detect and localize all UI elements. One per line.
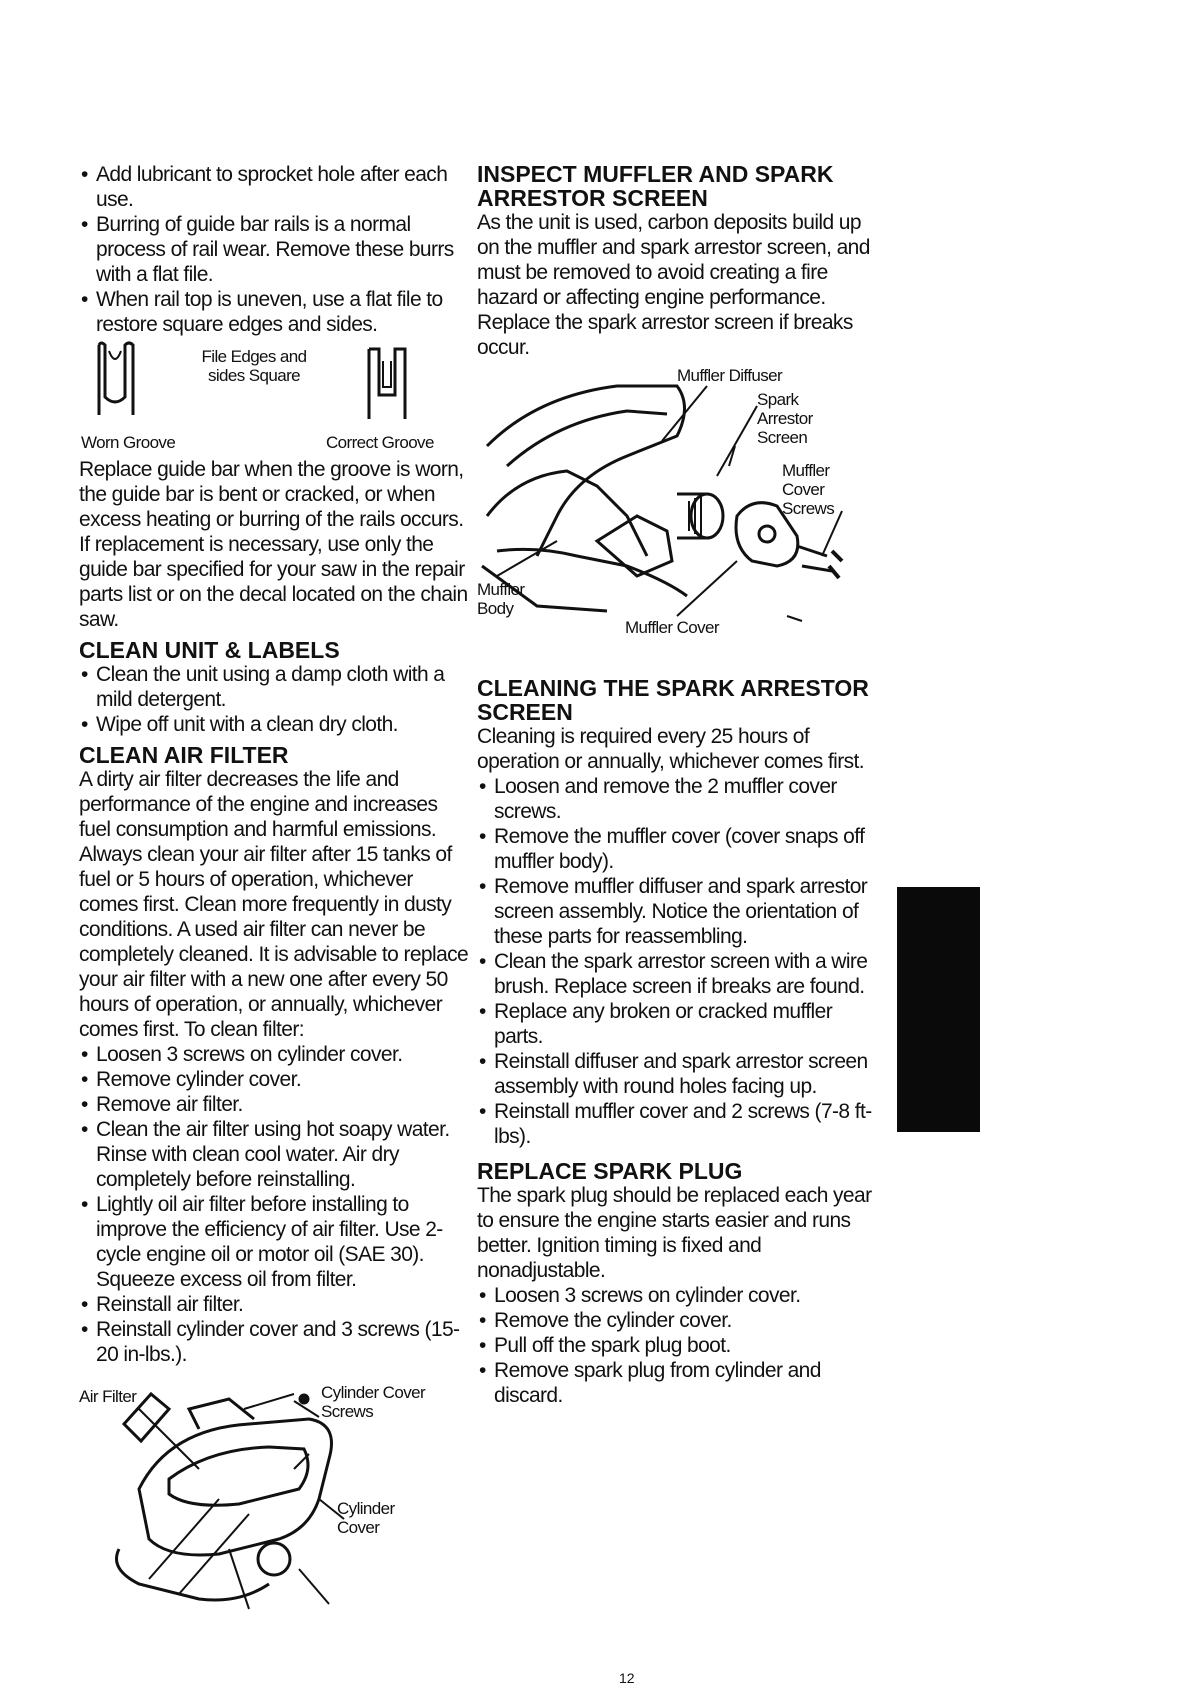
list-item: • Loosen 3 screws on cylinder cover. — [477, 1283, 877, 1308]
cleaning-spark-heading: CLEANING THE SPARK ARRESTOR SCREEN — [477, 675, 869, 725]
list-item: • Loosen and remove the 2 muffler cover screws. — [477, 774, 877, 824]
list-item: • Clean the unit using a damp cloth with a mild detergent. — [79, 662, 474, 712]
correct-groove-caption: Correct Groove — [326, 433, 434, 452]
list-item: • Lightly oil air filter before installing to improve the efficiency of air filter. Use 2-cycle engine oil or motor oil (SAE 30). Squeeze excess oil from filter. — [79, 1192, 474, 1292]
list-item: • Reinstall air filter. — [79, 1292, 474, 1317]
section-tab — [897, 887, 980, 1132]
page-number: 12 — [619, 1670, 635, 1686]
list-item: • Remove air filter. — [79, 1092, 474, 1117]
spark-arrestor-screen-label: Spark Arrestor Screen — [757, 390, 813, 447]
replace-spark-plug-heading: REPLACE SPARK PLUG — [477, 1158, 743, 1184]
muffler-figure — [477, 366, 877, 666]
list-item: • Clean the air filter using hot soapy water. Rinse with clean cool water. Air dry completely before reinstalling. — [79, 1117, 474, 1192]
list-item: • Loosen 3 screws on cylinder cover. — [79, 1042, 474, 1067]
replace-screen-paragraph: Replace the spark arrestor screen if breaks occur. — [477, 311, 853, 359]
clean-unit-heading: CLEAN UNIT & LABELS — [79, 637, 340, 663]
guide-bar-paragraph: Replace guide bar when the groove is worn, the guide bar is bent or cracked, or when excess heating or burring of the rails occurs. If replacement is necessary, use only the guide bar specified for your saw in the repair parts list or on the decal located on the chain saw. — [79, 458, 468, 631]
list-item: • Remove the cylinder cover. — [477, 1308, 877, 1333]
list-item: • Reinstall muffler cover and 2 screws (7-8 ft-lbs). — [477, 1099, 877, 1149]
worn-groove-caption: Worn Groove — [81, 433, 176, 452]
cylinder-cover-screws-label: Cylinder Cover Screws — [321, 1383, 426, 1421]
list-item: • Remove spark plug from cylinder and discard. — [477, 1358, 877, 1408]
list-item: • Wipe off unit with a clean dry cloth. — [79, 712, 474, 737]
muffler-cover-label: Muffler Cover — [625, 618, 719, 637]
spark-plug-paragraph: The spark plug should be replaced each year to ensure the engine starts easier and runs better. Ignition timing is fixed and nonadjustable. — [477, 1184, 872, 1282]
muffler-body-label: Muffler Body — [477, 580, 525, 618]
spark-plug-bullets — [477, 1283, 877, 1408]
clean-unit-bullets — [79, 662, 474, 737]
muffler-diffuser-label: Muffler Diffuser — [677, 366, 783, 385]
muffler-cover-screws-label: Muffler Cover Screws — [782, 461, 835, 518]
right-column — [477, 162, 877, 1408]
intro-bullets — [79, 162, 474, 337]
air-filter-figure — [79, 1369, 474, 1614]
left-column — [79, 162, 474, 1614]
file-edges-label: File Edges and sides Square — [201, 347, 307, 385]
cleaning-spark-paragraph: Cleaning is required every 25 hours of operation or annually, whichever comes first. — [477, 725, 864, 773]
list-item: • Burring of guide bar rails is a normal process of rail wear. Remove these burrs with a flat file. — [79, 212, 474, 287]
list-item: • Reinstall cylinder cover and 3 screws (15-20 in-lbs.). — [79, 1317, 474, 1367]
list-item: • Remove muffler diffuser and spark arrestor screen assembly. Notice the orientation of these parts for reassembling. — [477, 874, 877, 949]
list-item: • Remove the muffler cover (cover snaps off muffler body). — [477, 824, 877, 874]
list-item: • Remove cylinder cover. — [79, 1067, 474, 1092]
list-item: • When rail top is uneven, use a flat file to restore square edges and sides. — [79, 287, 474, 337]
list-item: • Pull off the spark plug boot. — [477, 1333, 877, 1358]
list-item: • Replace any broken or cracked muffler parts. — [477, 999, 877, 1049]
groove-figure — [79, 337, 474, 457]
air-filter-label: Air Filter — [79, 1387, 137, 1406]
cleaning-spark-bullets — [477, 774, 877, 1149]
list-item: • Clean the spark arrestor screen with a wire brush. Replace screen if breaks are found. — [477, 949, 877, 999]
inspect-muffler-heading: INSPECT MUFFLER AND SPARK ARRESTOR SCREEN — [477, 161, 834, 211]
inspect-muffler-paragraph: As the unit is used, carbon deposits build up on the muffler and spark arrestor screen, and must be removed to avoid creating a fire hazard or affecting engine performance. — [477, 211, 870, 309]
list-item: • Reinstall diffuser and spark arrestor screen assembly with round holes facing up. — [477, 1049, 877, 1099]
cylinder-cover-label: Cylinder Cover — [337, 1499, 395, 1537]
clean-air-filter-heading: CLEAN AIR FILTER — [79, 742, 289, 768]
air-filter-bullets — [79, 1042, 474, 1367]
air-filter-paragraph: A dirty air filter decreases the life and performance of the engine and increases fuel consumption and harmful emissions. Always clean your air filter after 15 tanks of fuel or 5 hours of operation, whichever comes first. Clean more frequently in dusty conditions. A used air filter can never be completely cleaned. It is advisable to replace your air filter with a new one after every 50 hours of operation, or annually, whichever comes first. To clean filter: — [79, 768, 469, 1041]
list-item: • Add lubricant to sprocket hole after each use. — [79, 162, 474, 212]
